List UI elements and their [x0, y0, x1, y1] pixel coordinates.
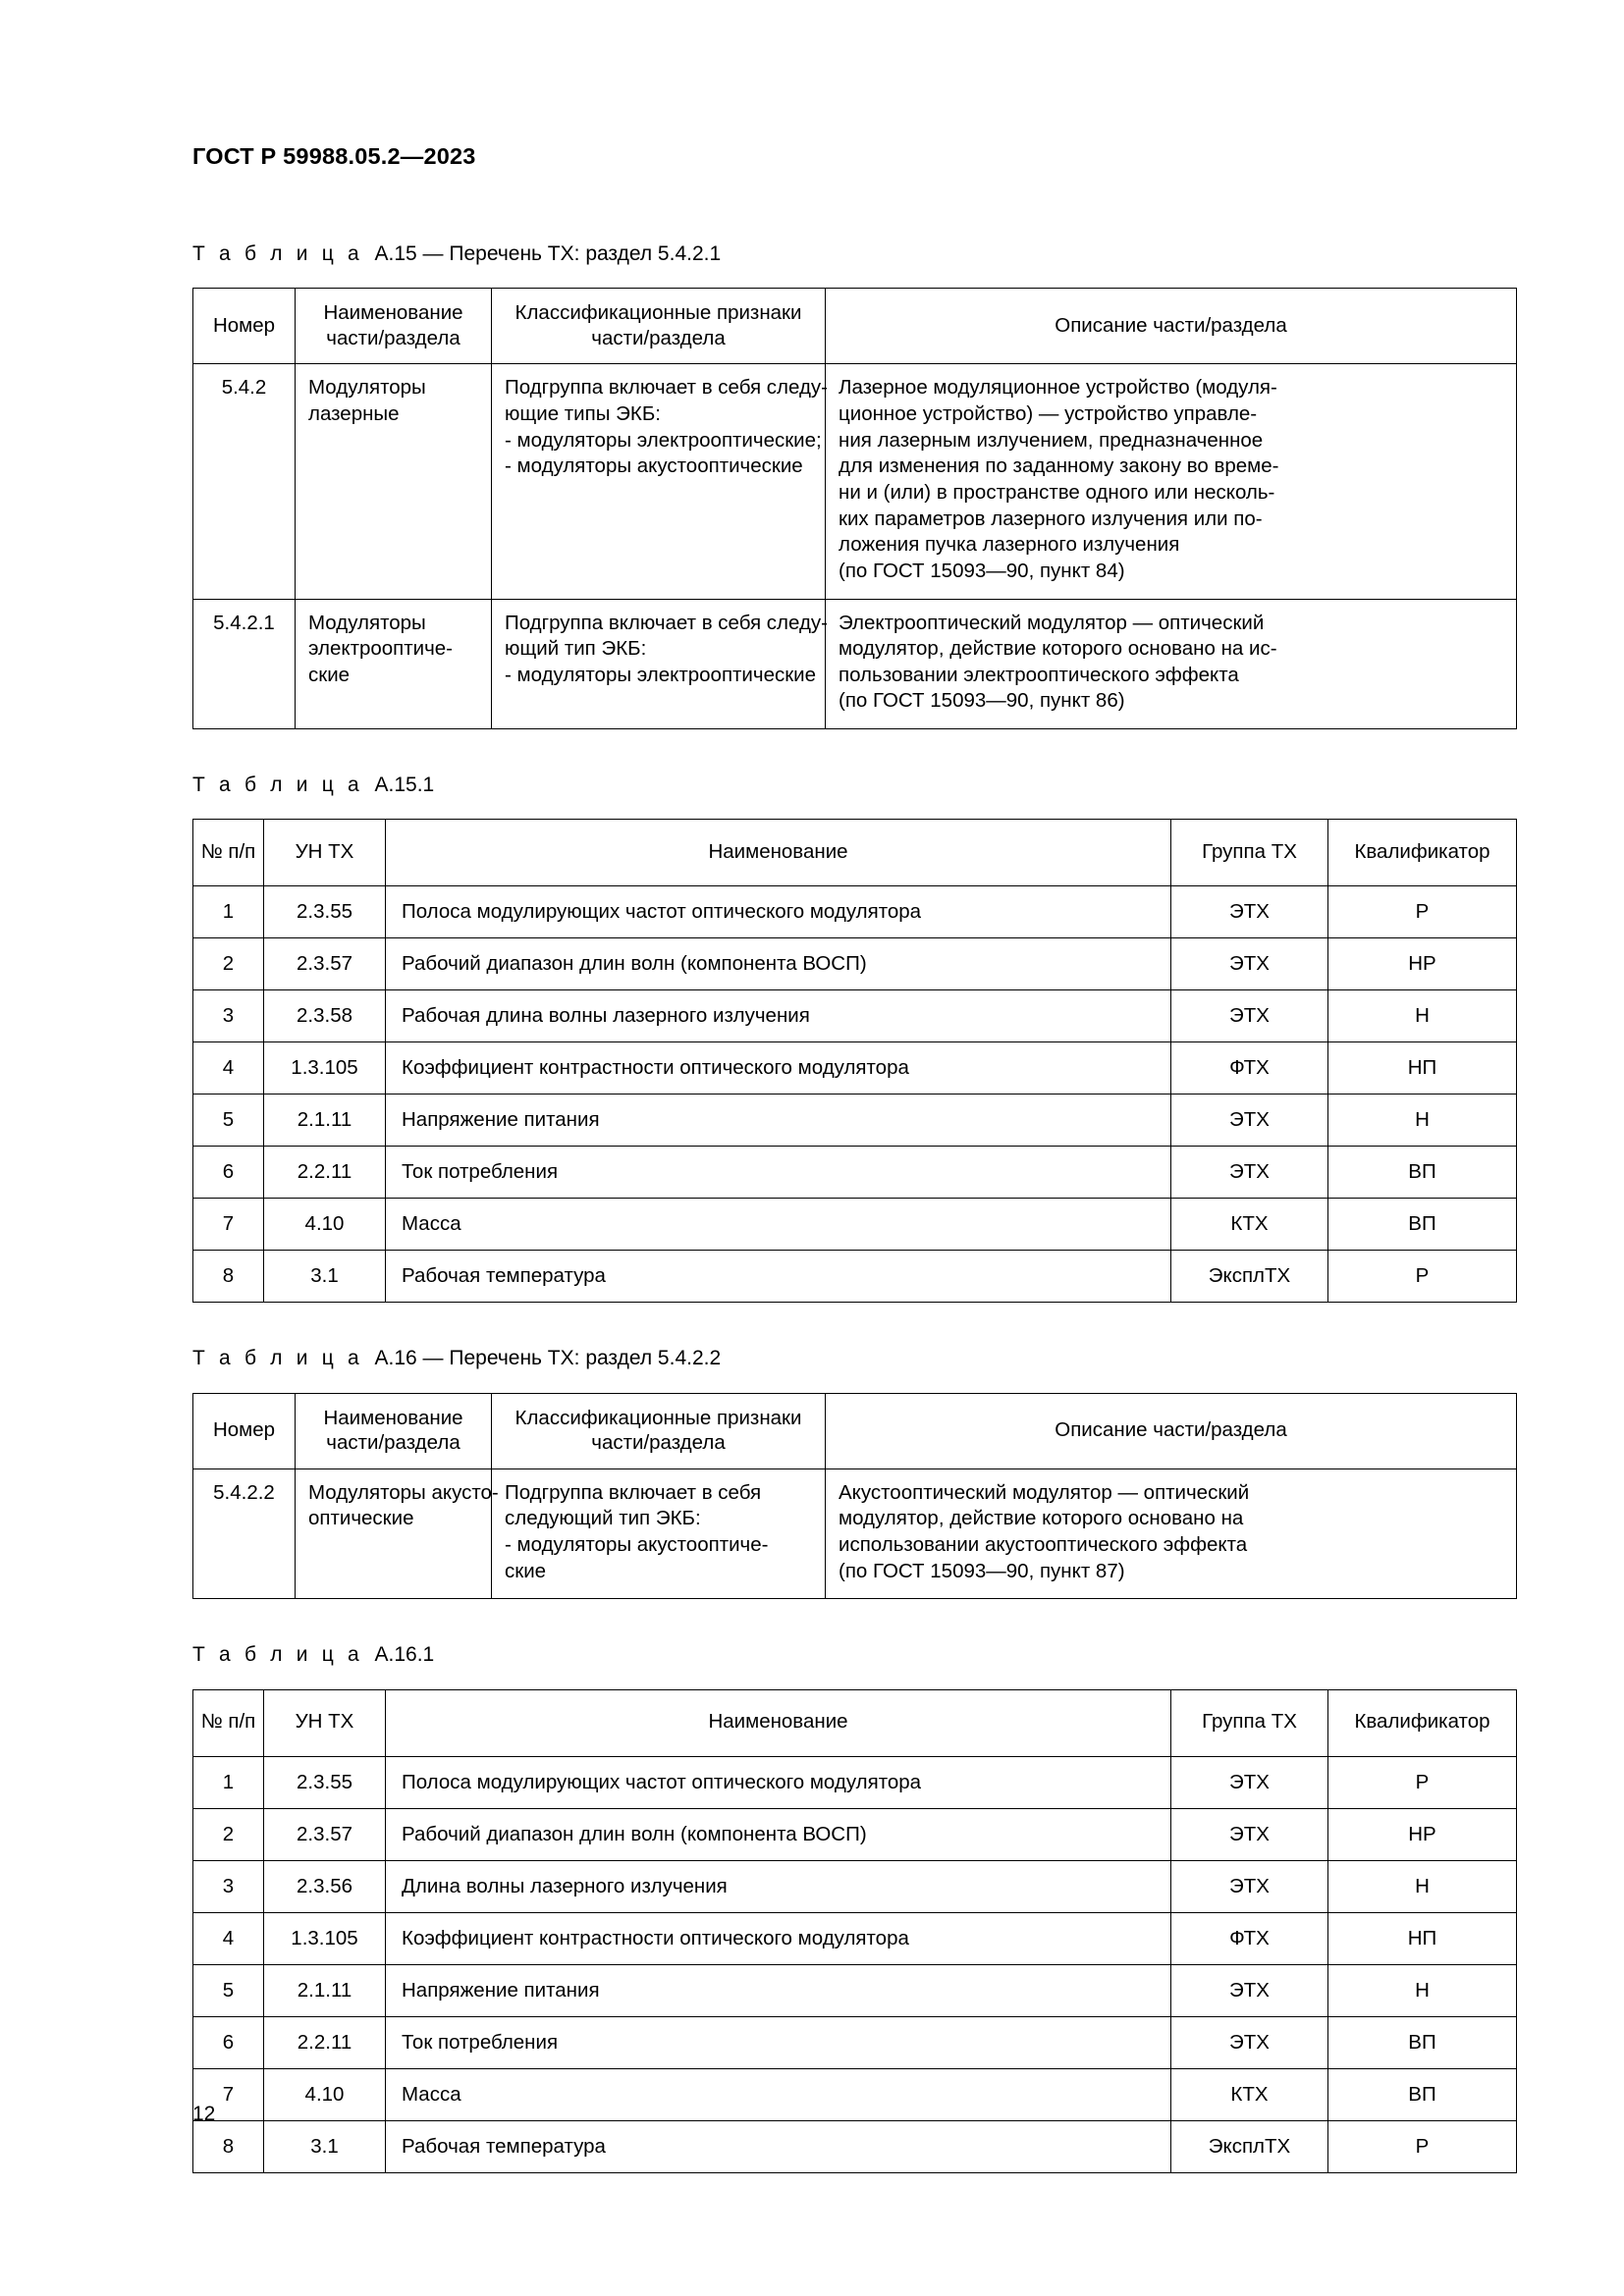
- cell-group: ЭТХ: [1171, 1964, 1328, 2016]
- cell-group: ЭТХ: [1171, 990, 1328, 1042]
- cell-title: Рабочая длина волны лазерного излучения: [386, 990, 1171, 1042]
- caption-table-a16: [192, 1346, 1516, 1370]
- cell-group: ЭТХ: [1171, 1808, 1328, 1860]
- table-row: [193, 938, 1517, 990]
- caption-text: А.15 — Перечень ТХ: раздел 5.4.2.1: [374, 242, 722, 265]
- cell-un: 2.3.58: [264, 990, 386, 1042]
- cell-group: ЭТХ: [1171, 1147, 1328, 1199]
- text-line: Модуляторы акусто-: [308, 1480, 499, 1504]
- cell-qualifier: Р: [1328, 2120, 1517, 2172]
- text-line: использовании акустооптического эффекта: [839, 1533, 1248, 1557]
- cell-un: 1.3.105: [264, 1042, 386, 1095]
- column-header-index: [193, 820, 264, 886]
- cell-index: 6: [193, 2016, 264, 2068]
- cell-qualifier: НР: [1328, 1808, 1517, 1860]
- cell-group: ЭТХ: [1171, 938, 1328, 990]
- text-line: - модуляторы акустооптические: [505, 454, 803, 478]
- column-header-title: Наименование: [386, 1689, 1171, 1756]
- cell-title: Ток потребления: [386, 2016, 1171, 2068]
- cell-qualifier: Н: [1328, 1964, 1517, 2016]
- column-header-name: [296, 289, 492, 364]
- text-line: электрооптиче-: [308, 637, 454, 661]
- caption-label: Т а б л и ц а: [192, 1347, 363, 1370]
- cell-title: Напряжение питания: [386, 1095, 1171, 1147]
- table-row: [193, 1860, 1517, 1912]
- header-line-2: части/раздела: [591, 326, 726, 349]
- cell-group: ЭксплТХ: [1171, 1251, 1328, 1303]
- cell-title: Коэффициент контрастности оптического модулятора: [386, 1912, 1171, 1964]
- header-line-2: части/раздела: [591, 1431, 726, 1455]
- header-line-2: части/раздела: [326, 326, 460, 349]
- table-a15: [192, 288, 1517, 729]
- cell-un: 2.3.55: [264, 886, 386, 938]
- table-row: [193, 1964, 1517, 2016]
- cell-index: 3: [193, 1860, 264, 1912]
- text-line: ционное устройство) — устройство управле-: [839, 402, 1258, 426]
- cell-group: ЭТХ: [1171, 886, 1328, 938]
- cell-qualifier: НП: [1328, 1042, 1517, 1095]
- table-header-row: [193, 820, 1517, 886]
- cell-number: 5.4.2.2: [193, 1468, 296, 1599]
- text-line: пользовании электрооптического эффекта: [839, 663, 1239, 686]
- table-row: [193, 1147, 1517, 1199]
- column-header-classification-signs: [492, 1393, 826, 1468]
- table-row: [193, 1095, 1517, 1147]
- cell-number: 5.4.2: [193, 364, 296, 599]
- cell-description: [826, 599, 1517, 729]
- cell-qualifier: ВП: [1328, 2016, 1517, 2068]
- column-header-qualifier: Квалификатор: [1328, 1689, 1517, 1756]
- cell-un: 2.3.57: [264, 1808, 386, 1860]
- text-line: ющие типы ЭКБ:: [505, 402, 661, 426]
- cell-un: 2.3.56: [264, 1860, 386, 1912]
- cell-classification-signs: [492, 599, 829, 729]
- cell-index: 4: [193, 1912, 264, 1964]
- table-row: [193, 1468, 1517, 1599]
- cell-index: 4: [193, 1042, 264, 1095]
- cell-qualifier: ВП: [1328, 1199, 1517, 1251]
- text-line: - модуляторы электрооптические: [505, 663, 817, 686]
- table-row: [193, 2120, 1517, 2172]
- document-body: [192, 241, 1516, 2173]
- table-row: [193, 1808, 1517, 1860]
- header-line-2: части/раздела: [326, 1431, 460, 1455]
- cell-title: Полоса модулирующих частот оптического модулятора: [386, 1756, 1171, 1808]
- cell-index: 3: [193, 990, 264, 1042]
- text-line: ни и (или) в пространстве одного или несколь-: [839, 481, 1275, 504]
- column-header-title: Наименование: [386, 820, 1171, 886]
- cell-title: Рабочая температура: [386, 1251, 1171, 1303]
- header-line-1: №: [200, 1710, 223, 1734]
- cell-name: [296, 599, 492, 729]
- text-line: - модуляторы акустооптиче-: [505, 1533, 769, 1557]
- text-line: Подгруппа включает в себя следу-: [505, 376, 829, 400]
- cell-title: Рабочая температура: [386, 2120, 1171, 2172]
- cell-index: 1: [193, 886, 264, 938]
- text-line: ложения пучка лазерного излучения: [839, 533, 1180, 557]
- text-line: Подгруппа включает в себя следу-: [505, 611, 829, 634]
- cell-group: ФТХ: [1171, 1912, 1328, 1964]
- caption-table-a15: [192, 241, 1516, 266]
- table-row: [193, 364, 1517, 599]
- text-line: модулятор, действие которого основано на: [839, 1507, 1244, 1530]
- cell-un: 2.2.11: [264, 2016, 386, 2068]
- cell-qualifier: Н: [1328, 1860, 1517, 1912]
- cell-group: ЭТХ: [1171, 1095, 1328, 1147]
- caption-label: Т а б л и ц а: [192, 1643, 363, 1667]
- caption-text: А.16.1: [374, 1643, 435, 1667]
- cell-title: Напряжение питания: [386, 1964, 1171, 2016]
- header-line-1: №: [200, 840, 223, 864]
- cell-index: 1: [193, 1756, 264, 1808]
- table-a15-1: [192, 819, 1517, 1303]
- cell-index: 5: [193, 1095, 264, 1147]
- text-line: ские: [308, 663, 351, 686]
- text-line: следующий тип ЭКБ:: [505, 1507, 701, 1530]
- cell-title: Рабочий диапазон длин волн (компонента ВОСП): [386, 938, 1171, 990]
- column-header-number: Номер: [193, 1393, 296, 1468]
- text-line: (по ГОСТ 15093—90, пункт 87): [839, 1559, 1125, 1582]
- cell-group: КТХ: [1171, 2068, 1328, 2120]
- text-line: Акустооптический модулятор — оптический: [839, 1480, 1250, 1504]
- text-line: - модуляторы электрооптические;: [505, 428, 822, 452]
- header-line-2: п/п: [228, 1710, 256, 1734]
- text-line: (по ГОСТ 15093—90, пункт 84): [839, 559, 1125, 582]
- column-header-description: Описание части/раздела: [826, 289, 1517, 364]
- text-line: Лазерное модуляционное устройство (модуля-: [839, 376, 1277, 400]
- column-header-index: [193, 1689, 264, 1756]
- cell-title: Ток потребления: [386, 1147, 1171, 1199]
- page-number: 12: [192, 2103, 216, 2125]
- text-line: ких параметров лазерного излучения или по-: [839, 507, 1263, 530]
- cell-un: 3.1: [264, 1251, 386, 1303]
- cell-description: [826, 1468, 1517, 1599]
- cell-group: ЭТХ: [1171, 1756, 1328, 1808]
- column-header-group: Группа ТХ: [1171, 820, 1328, 886]
- cell-un: 3.1: [264, 2120, 386, 2172]
- caption-table-a15-1: [192, 773, 1516, 797]
- cell-un: 2.3.55: [264, 1756, 386, 1808]
- table-row: [193, 2016, 1517, 2068]
- cell-group: ЭксплТХ: [1171, 2120, 1328, 2172]
- cell-qualifier: НР: [1328, 938, 1517, 990]
- table-header-row: [193, 1393, 1517, 1468]
- text-line: Подгруппа включает в себя: [505, 1480, 762, 1504]
- cell-qualifier: ВП: [1328, 2068, 1517, 2120]
- cell-un: 2.3.57: [264, 938, 386, 990]
- column-header-classification-signs: [492, 289, 826, 364]
- header-line-1: Наименование: [323, 1406, 463, 1429]
- caption-label: Т а б л и ц а: [192, 774, 363, 797]
- text-line: модулятор, действие которого основано на ис-: [839, 637, 1277, 661]
- cell-name: [296, 364, 492, 599]
- text-line: ния лазерным излучением, предназначенное: [839, 428, 1264, 452]
- cell-qualifier: Н: [1328, 990, 1517, 1042]
- column-header-group: Группа ТХ: [1171, 1689, 1328, 1756]
- text-line: Модуляторы: [308, 376, 426, 400]
- cell-un: 2.1.11: [264, 1095, 386, 1147]
- table-row: [193, 1042, 1517, 1095]
- column-header-description: Описание части/раздела: [826, 1393, 1517, 1468]
- cell-classification-signs: [492, 1468, 826, 1599]
- text-line: (по ГОСТ 15093—90, пункт 86): [839, 689, 1125, 713]
- table-row: [193, 1912, 1517, 1964]
- text-line: оптические: [308, 1507, 414, 1530]
- cell-group: ФТХ: [1171, 1042, 1328, 1095]
- cell-un: 4.10: [264, 1199, 386, 1251]
- cell-qualifier: ВП: [1328, 1147, 1517, 1199]
- column-header-qualifier: Квалификатор: [1328, 820, 1517, 886]
- cell-qualifier: Р: [1328, 886, 1517, 938]
- cell-title: Масса: [386, 1199, 1171, 1251]
- table-row: [193, 990, 1517, 1042]
- column-header-name: [296, 1393, 492, 1468]
- cell-title: Масса: [386, 2068, 1171, 2120]
- column-header-number: Номер: [193, 289, 296, 364]
- cell-qualifier: Р: [1328, 1251, 1517, 1303]
- cell-index: 5: [193, 1964, 264, 2016]
- cell-qualifier: НП: [1328, 1912, 1517, 1964]
- cell-un: 2.2.11: [264, 1147, 386, 1199]
- cell-title: Коэффициент контрастности оптического модулятора: [386, 1042, 1171, 1095]
- cell-description: [826, 364, 1517, 599]
- cell-index: 8: [193, 2120, 264, 2172]
- table-a16-1: [192, 1689, 1517, 2173]
- cell-index: 2: [193, 1808, 264, 1860]
- table-header-row: [193, 1689, 1517, 1756]
- cell-number: 5.4.2.1: [193, 599, 296, 729]
- header-line-1: Классификационные признаки: [514, 1406, 802, 1429]
- table-row: [193, 2068, 1517, 2120]
- cell-un: 2.1.11: [264, 1964, 386, 2016]
- cell-name: [296, 1468, 499, 1599]
- cell-un: 1.3.105: [264, 1912, 386, 1964]
- column-header-un-th: УН ТХ: [264, 820, 386, 886]
- cell-group: ЭТХ: [1171, 2016, 1328, 2068]
- caption-label: Т а б л и ц а: [192, 242, 363, 265]
- table-row: [193, 1756, 1517, 1808]
- cell-title: Длина волны лазерного излучения: [386, 1860, 1171, 1912]
- table-row: [193, 1199, 1517, 1251]
- caption-table-a16-1: [192, 1642, 1516, 1667]
- cell-group: КТХ: [1171, 1199, 1328, 1251]
- table-a16: [192, 1393, 1517, 1600]
- cell-index: 6: [193, 1147, 264, 1199]
- page-header-standard-number: ГОСТ Р 59988.05.2—2023: [192, 143, 476, 169]
- header-line-1: Наименование: [323, 301, 463, 325]
- text-line: ские: [505, 1559, 547, 1582]
- cell-classification-signs: [492, 364, 829, 599]
- text-line: лазерные: [308, 402, 400, 426]
- text-line: ющий тип ЭКБ:: [505, 637, 647, 661]
- cell-group: ЭТХ: [1171, 1860, 1328, 1912]
- cell-index: 2: [193, 938, 264, 990]
- text-line: для изменения по заданному закону во време-: [839, 454, 1279, 478]
- caption-text: А.16 — Перечень ТХ: раздел 5.4.2.2: [374, 1347, 722, 1370]
- header-line-2: п/п: [228, 840, 256, 864]
- text-line: Электрооптический модулятор — оптический: [839, 611, 1265, 634]
- table-row: [193, 1251, 1517, 1303]
- cell-index: 7: [193, 2068, 264, 2120]
- cell-index: 7: [193, 1199, 264, 1251]
- caption-text: А.15.1: [374, 774, 435, 797]
- cell-title: Полоса модулирующих частот оптического модулятора: [386, 886, 1171, 938]
- cell-qualifier: Н: [1328, 1095, 1517, 1147]
- table-header-row: [193, 289, 1517, 364]
- table-row: [193, 599, 1517, 729]
- cell-title: Рабочий диапазон длин волн (компонента ВОСП): [386, 1808, 1171, 1860]
- cell-un: 4.10: [264, 2068, 386, 2120]
- cell-qualifier: Р: [1328, 1756, 1517, 1808]
- table-row: [193, 886, 1517, 938]
- text-line: Модуляторы: [308, 611, 426, 634]
- column-header-un-th: УН ТХ: [264, 1689, 386, 1756]
- cell-index: 8: [193, 1251, 264, 1303]
- header-line-1: Классификационные признаки: [514, 301, 802, 325]
